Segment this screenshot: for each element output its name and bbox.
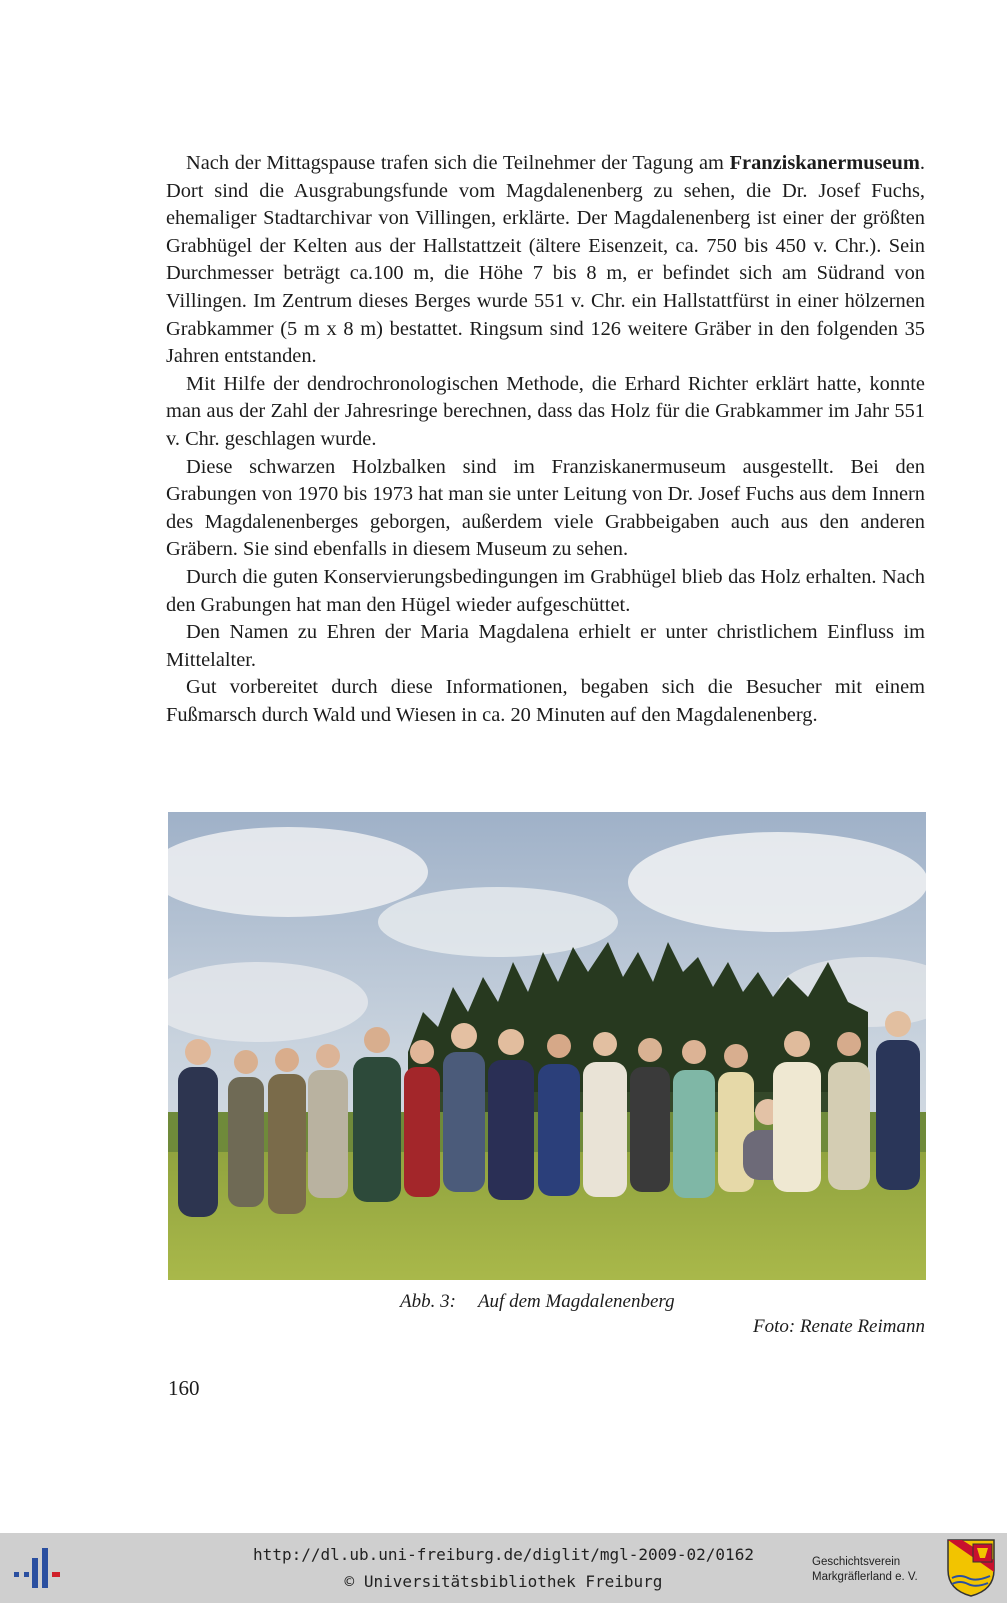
society-line-1: Geschichtsverein: [812, 1556, 901, 1568]
paragraph: [166, 564, 925, 619]
footer-bar: [0, 1533, 1007, 1603]
coat-of-arms-icon: [946, 1538, 996, 1598]
paragraph: [166, 371, 925, 454]
paragraph-text: Durch die guten Konservierungsbedingungen im Grabhügel blieb das Holz erhalten. Nach den Grabungen hat man den Hügel wieder aufgeschüttet.: [166, 565, 925, 616]
paragraph-text: . Dort sind die Ausgrabungsfunde vom Magdalenenberg zu sehen, die Dr. Josef Fuchs, ehemaliger Stadtarchivar von Villingen, erklärte. Der Magdalenenberg ist einer der größten Grabhügel der Kelten aus der Hallstattzeit (ältere Eisenzeit, ca. 750 bis 450 v. Chr.). Sein Durchmesser beträgt ca.100 m, die Höhe 7 bis 8 m, er befindet sich am Südrand von Villingen. Im Zentrum dieses Berges wurde 551 v. Chr. ein Hallstattfürst in einer hölzernen Grabkammer (5 m x 8 m) bestattet. Ringsum sind 126 weitere Gräber in den folgenden 35 Jahren entstanden.: [166, 152, 925, 368]
copyright-text: © Universitätsbibliothek Freiburg: [344, 1572, 663, 1591]
photo-credit: Foto: Renate Reimann: [752, 1316, 925, 1337]
paragraph: [166, 674, 925, 729]
paragraph: [166, 454, 925, 564]
paragraph-text: Mit Hilfe der dendrochronologischen Methode, die Erhard Richter erklärt hatte, konnte man aus der Zahl der Jahresringe berechnen, dass das Holz für die Grabkammer im Jahr 551 v. Chr. geschlagen wurde.: [166, 372, 925, 450]
group-photo: [168, 812, 926, 1280]
paragraph-text: Nach der Mittagspause trafen sich die Teilnehmer der Tagung am: [186, 152, 730, 174]
society-line-2: Markgräflerland e. V.: [812, 1571, 918, 1583]
figure-label: Abb. 3:: [400, 1291, 456, 1312]
paragraph: [166, 150, 925, 371]
figure-caption: [400, 1291, 675, 1313]
bold-term: Franziskanermuseum: [729, 152, 920, 174]
paragraph-text: Diese schwarzen Holzbalken sind im Franziskanermuseum ausgestellt. Bei den Grabungen von 1970 bis 1973 hat man sie unter Leitung von Dr. Josef Fuchs aus dem Innern des Magdalenenberges geborgen, außerdem viele Grabbeigaben auch aus den anderen Gräbern. Sie sind ebenfalls in diesem Museum zu sehen.: [166, 455, 925, 561]
paragraph-text: Den Namen zu Ehren der Maria Magdalena erhielt er unter christlichem Einfluss im Mittelalter.: [166, 621, 925, 671]
article-body: [166, 150, 925, 729]
page-number: 160: [168, 1376, 200, 1400]
figure-caption-text: Auf dem Magdalenenberg: [477, 1291, 675, 1312]
society-name: [812, 1555, 918, 1585]
paragraph-text: Gut vorbereitet durch diese Informationen, begaben sich die Besucher mit einem Fußmarsch durch Wald und Wiesen in ca. 20 Minuten auf den Magdalenenberg.: [166, 676, 925, 726]
paragraph: [166, 619, 925, 674]
source-url-link[interactable]: http://dl.ub.uni-freiburg.de/diglit/mgl-2009-02/0162: [253, 1545, 754, 1564]
